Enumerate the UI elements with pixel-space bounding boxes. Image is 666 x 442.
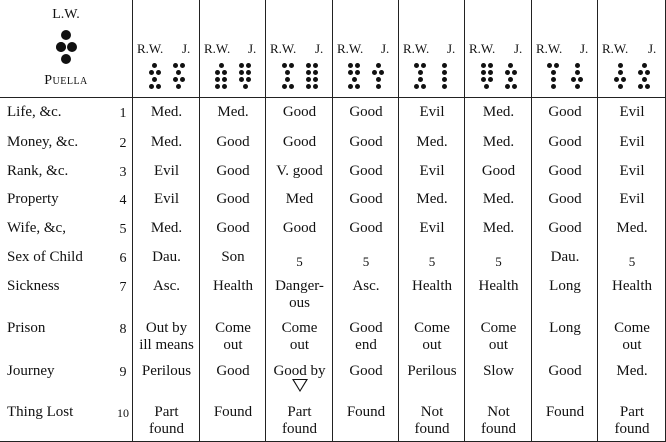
geomantic-figure-right bbox=[176, 70, 181, 75]
geomantic-figure-left bbox=[355, 70, 360, 75]
geomantic-figure-left bbox=[481, 63, 486, 68]
table-cell: Good bbox=[548, 134, 582, 150]
table-cell: Good bbox=[349, 163, 383, 179]
table-cell: Come out bbox=[215, 320, 251, 353]
table-cell: Med. bbox=[416, 134, 448, 150]
column-label-rw: R.W. bbox=[403, 41, 430, 56]
puella-dot bbox=[61, 54, 71, 64]
column-label-j: J. bbox=[381, 41, 390, 56]
column-label-j: J. bbox=[514, 41, 523, 56]
column-label-j: J. bbox=[580, 41, 589, 56]
table-cell: Good bbox=[216, 134, 250, 150]
column-label-rw: R.W. bbox=[536, 41, 563, 56]
geomantic-figure-right bbox=[239, 63, 244, 68]
geomantic-figure-left bbox=[488, 70, 493, 75]
geomantic-figure-left bbox=[215, 70, 220, 75]
table-cell: Med. bbox=[616, 220, 648, 236]
table-cell: Dau. bbox=[152, 249, 181, 265]
geomantic-figure-left bbox=[156, 70, 161, 75]
table-cell: Health bbox=[213, 278, 253, 294]
row-label: Sex of Child bbox=[7, 249, 83, 265]
table-cell: Long bbox=[549, 320, 581, 336]
column-label-j: J. bbox=[648, 41, 657, 56]
table-cell: 5 bbox=[628, 254, 636, 269]
geomantic-figure-left bbox=[152, 63, 157, 68]
table-cell: Good bbox=[548, 363, 582, 379]
geomantic-figure-left bbox=[348, 63, 353, 68]
puella-dot bbox=[61, 30, 71, 40]
table-cell: Med. bbox=[150, 134, 183, 150]
geomantic-figure-left bbox=[554, 63, 559, 68]
table-cell: Med bbox=[285, 191, 314, 207]
geomantic-figure-left bbox=[285, 77, 290, 82]
row-number: 6 bbox=[119, 251, 127, 266]
geomantic-figure-right bbox=[505, 84, 510, 89]
geomantic-figure-right bbox=[645, 70, 650, 75]
table-cell: Come out bbox=[614, 320, 650, 353]
geomantic-figure-right bbox=[246, 70, 251, 75]
table-cell: Med. bbox=[150, 220, 183, 236]
geomantic-figure-left bbox=[215, 84, 220, 89]
geomantic-figure-left bbox=[618, 70, 623, 75]
table-cell: Evil bbox=[419, 104, 445, 120]
table-cell: Health bbox=[478, 278, 519, 294]
geomantic-figure-left bbox=[289, 63, 294, 68]
column-label-rw: R.W. bbox=[469, 41, 496, 56]
geomantic-figure-left bbox=[547, 63, 552, 68]
geomantic-figure-left bbox=[421, 63, 426, 68]
geomantic-figure-right bbox=[642, 63, 647, 68]
table-cell: Good bbox=[548, 220, 582, 236]
corner-top-label: L.W. bbox=[52, 7, 80, 22]
geomantic-figure-left bbox=[222, 70, 227, 75]
table-cell: Med. bbox=[616, 363, 648, 379]
geomantic-figure-right bbox=[645, 84, 650, 89]
table-cell: Good bbox=[548, 163, 582, 179]
geomantic-figure-right bbox=[508, 77, 513, 82]
table-cell: Long bbox=[549, 278, 581, 294]
geomantic-figure-right bbox=[246, 63, 251, 68]
table-cell: Med. bbox=[416, 191, 448, 207]
column-label-j: J. bbox=[447, 41, 456, 56]
geomantic-figure-right bbox=[376, 77, 381, 82]
geomantic-figure-left bbox=[621, 77, 626, 82]
geomantic-figure-right bbox=[442, 84, 447, 89]
geomantic-figure-left bbox=[488, 77, 493, 82]
row-label: Prison bbox=[7, 320, 46, 336]
table-cell: Med. bbox=[482, 104, 515, 120]
geomantic-figure-right bbox=[372, 70, 377, 75]
table-cell: Good bbox=[282, 220, 317, 236]
table-cell: Good bbox=[216, 220, 250, 236]
geomantic-figure-right bbox=[313, 84, 318, 89]
geomantic-figure-right bbox=[306, 84, 311, 89]
table-cell: Good bbox=[216, 363, 250, 379]
geomantic-figure-left bbox=[355, 84, 360, 89]
column-label-j: J. bbox=[248, 41, 257, 56]
table-cell: Health bbox=[412, 278, 452, 294]
geomantic-figure-right bbox=[442, 70, 447, 75]
table-cell: Come out bbox=[480, 320, 517, 353]
table-cell: Danger- ous bbox=[275, 278, 324, 311]
geomantic-figure-right bbox=[512, 70, 517, 75]
column-label-j: J. bbox=[182, 41, 191, 56]
table-cell: Part found bbox=[614, 404, 650, 437]
geomantic-figure-left bbox=[282, 63, 287, 68]
table-cell: Good bbox=[349, 363, 383, 379]
table-cell: Asc. bbox=[352, 278, 380, 294]
geomantic-figure-left bbox=[285, 70, 290, 75]
table-cell: 5 bbox=[362, 254, 370, 269]
geomantic-figure-left bbox=[618, 63, 623, 68]
geomantic-figure-left bbox=[289, 84, 294, 89]
geomantic-figure-left bbox=[352, 77, 357, 82]
table-cell: Good bbox=[349, 220, 383, 236]
row-number: 8 bbox=[119, 322, 127, 337]
row-number: 7 bbox=[119, 280, 127, 295]
table-cell: Found bbox=[213, 404, 253, 420]
geomantic-figure-left bbox=[421, 84, 426, 89]
table-cell: Good bbox=[548, 104, 582, 120]
geomantic-figure-left bbox=[414, 84, 419, 89]
table-cell: Part found bbox=[149, 404, 184, 437]
geomantic-figure-left bbox=[215, 77, 220, 82]
row-label: Sickness bbox=[7, 278, 60, 294]
geomantic-figure-right bbox=[313, 77, 318, 82]
row-number: 5 bbox=[119, 222, 127, 237]
table-cell: Evil bbox=[619, 134, 645, 150]
table-cell: Come out bbox=[414, 320, 450, 353]
table-cell: Good bbox=[349, 134, 383, 150]
geomantic-figure-left bbox=[551, 77, 556, 82]
header-divider bbox=[0, 97, 666, 98]
row-number: 2 bbox=[119, 136, 127, 151]
table-cell: Found bbox=[346, 404, 386, 420]
geomantic-figure-right bbox=[508, 63, 513, 68]
table-cell: Out by ill means bbox=[139, 320, 194, 353]
table-cell: Evil bbox=[619, 191, 645, 207]
geomantic-figure-left bbox=[348, 84, 353, 89]
table-cell: Good end bbox=[349, 320, 383, 353]
column-label-rw: R.W. bbox=[337, 41, 364, 56]
geomantic-figure-left bbox=[551, 70, 556, 75]
geomantic-figure-left bbox=[149, 84, 154, 89]
table-cell: Part found bbox=[282, 404, 317, 437]
geomantic-figure-right bbox=[239, 70, 244, 75]
table-cell: Son bbox=[221, 249, 245, 265]
column-label-rw: R.W. bbox=[602, 41, 629, 56]
table-cell: Good bbox=[216, 191, 250, 207]
geomantic-figure-left bbox=[149, 70, 154, 75]
table-cell: Good bbox=[349, 191, 383, 207]
table-cell: Good bbox=[349, 104, 383, 120]
geomantic-figure-left bbox=[355, 63, 360, 68]
geomantic-figure-right bbox=[243, 84, 248, 89]
table-cell: Perilous bbox=[141, 363, 192, 379]
geomantic-figure-left bbox=[222, 84, 227, 89]
geomantic-figure-right bbox=[180, 63, 185, 68]
row-label: Thing Lost bbox=[7, 404, 74, 420]
column-label-rw: R.W. bbox=[270, 41, 297, 56]
row-number: 3 bbox=[119, 165, 127, 180]
puella-dot bbox=[67, 42, 77, 52]
geomantic-figure-left bbox=[481, 77, 486, 82]
column-label-j: J. bbox=[315, 41, 324, 56]
geomantic-figure-left bbox=[551, 84, 556, 89]
row-number: 10 bbox=[117, 406, 129, 420]
column-label-rw: R.W. bbox=[137, 41, 164, 56]
geomantic-figure-left bbox=[484, 84, 489, 89]
table-cell: Evil bbox=[154, 163, 179, 179]
row-number: 9 bbox=[119, 365, 127, 380]
geomantic-figure-left bbox=[219, 63, 224, 68]
geomantic-figure-right bbox=[571, 77, 576, 82]
row-label: Wife, &c, bbox=[7, 220, 66, 236]
geomantic-figure-left bbox=[156, 84, 161, 89]
geomantic-figure-right bbox=[578, 77, 583, 82]
geomantic-figure-right bbox=[239, 77, 244, 82]
geomantic-figure-right bbox=[376, 63, 381, 68]
geomantic-figure-right bbox=[379, 70, 384, 75]
row-number: 4 bbox=[119, 193, 127, 208]
table-cell: Evil bbox=[419, 163, 445, 179]
table-cell: Good bbox=[216, 163, 250, 179]
geomantic-figure-left bbox=[418, 70, 423, 75]
geomantic-figure-left bbox=[282, 84, 287, 89]
table-cell: Not found bbox=[481, 404, 516, 437]
geomantic-figure-right bbox=[442, 63, 447, 68]
triangle-down-icon bbox=[292, 379, 308, 392]
table-cell: Med. bbox=[482, 191, 515, 207]
puella-dot bbox=[56, 42, 66, 52]
table-cell: Evil bbox=[619, 163, 645, 179]
table-cell: Health bbox=[612, 278, 652, 294]
table-cell: Evil bbox=[419, 220, 445, 236]
table-cell: Med. bbox=[482, 134, 515, 150]
table-cell: V. good bbox=[276, 163, 323, 179]
geomantic-figure-right bbox=[642, 77, 647, 82]
geomantic-figure-right bbox=[638, 84, 643, 89]
table-cell: Good bbox=[282, 134, 317, 150]
geomantic-figure-right bbox=[306, 70, 311, 75]
table-cell: Med. bbox=[217, 104, 249, 120]
geomantic-figure-right bbox=[313, 70, 318, 75]
table-cell: 5 bbox=[296, 254, 303, 269]
table-cell: Evil bbox=[154, 191, 179, 207]
geomantic-figure-right bbox=[306, 63, 311, 68]
geomantic-figure-right bbox=[575, 63, 580, 68]
table-cell: Come out bbox=[281, 320, 318, 353]
table-cell: Perilous bbox=[407, 363, 457, 379]
geomantic-figure-right bbox=[173, 63, 178, 68]
table-cell: Med. bbox=[150, 104, 183, 120]
geomantic-figure-left bbox=[348, 70, 353, 75]
column-label-rw: R.W. bbox=[204, 41, 231, 56]
geomantic-figure-left bbox=[618, 84, 623, 89]
table-cell: Asc. bbox=[152, 278, 181, 294]
table-cell: Good bbox=[548, 191, 582, 207]
geomantic-figure-right bbox=[575, 70, 580, 75]
geomantic-figure-left bbox=[152, 77, 157, 82]
table-cell: Slow bbox=[483, 363, 514, 379]
geomantic-figure-right bbox=[376, 84, 381, 89]
geomantic-figure-left bbox=[414, 63, 419, 68]
table-cell: Med. bbox=[482, 220, 515, 236]
table-cell: 5 bbox=[495, 254, 502, 269]
geomantic-figure-left bbox=[418, 77, 423, 82]
table-cell: Dau. bbox=[550, 249, 580, 265]
table-cell: Good by bbox=[273, 363, 326, 379]
geomantic-figure-left bbox=[222, 77, 227, 82]
geomantic-figure-right bbox=[442, 77, 447, 82]
table-cell: Evil bbox=[619, 104, 645, 120]
geomantic-figure-right bbox=[638, 70, 643, 75]
geomantic-figure-right bbox=[512, 84, 517, 89]
row-label: Journey bbox=[7, 363, 55, 379]
table-cell: 5 bbox=[428, 254, 436, 269]
table-cell: Good bbox=[481, 163, 516, 179]
row-label: Property bbox=[7, 191, 59, 207]
table-cell: Found bbox=[545, 404, 585, 420]
geomantic-figure-right bbox=[176, 84, 181, 89]
row-number: 1 bbox=[119, 106, 127, 121]
geomantic-figure-right bbox=[173, 77, 178, 82]
geomantic-figure-right bbox=[180, 77, 185, 82]
geomantic-figure-right bbox=[246, 77, 251, 82]
geomantic-figure-right bbox=[505, 70, 510, 75]
geomantic-figure-right bbox=[306, 77, 311, 82]
table-cell: Not found bbox=[414, 404, 450, 437]
geomantic-figure-right bbox=[313, 63, 318, 68]
row-label: Money, &c. bbox=[7, 134, 79, 150]
row-label: Life, &c. bbox=[7, 104, 62, 120]
geomantic-figure-left bbox=[614, 77, 619, 82]
table-cell: Good bbox=[282, 104, 317, 120]
row-label: Rank, &c. bbox=[7, 163, 69, 179]
geomantic-figure-right bbox=[575, 84, 580, 89]
geomantic-figure-left bbox=[488, 63, 493, 68]
corner-bottom-label: Puella bbox=[44, 73, 88, 88]
geomantic-figure-left bbox=[481, 70, 486, 75]
